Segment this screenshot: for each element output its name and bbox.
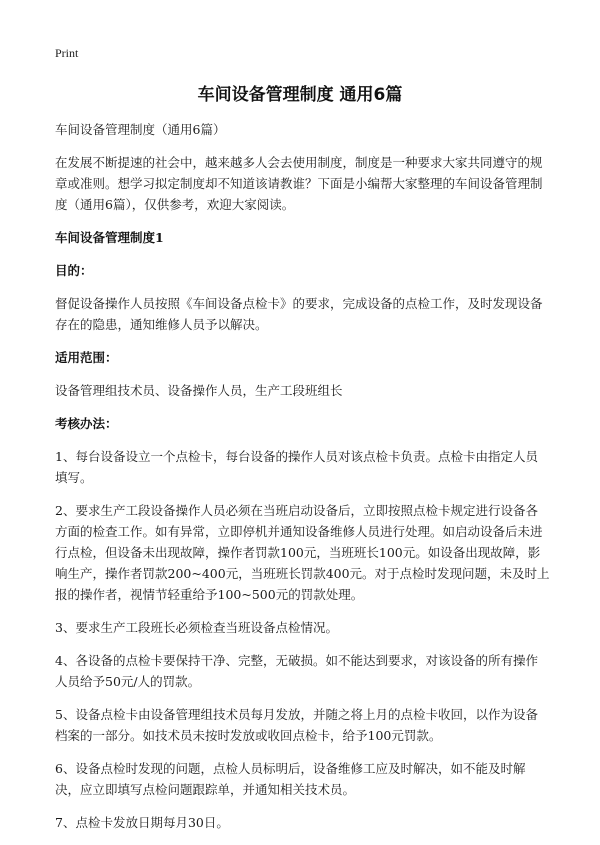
intro-paragraph: 在发展不断提速的社会中，越来越多人会去使用制度，制度是一种要求大家共同遵守的规章或准则。想学习拟定制度却不知道该请教谁？下面是小编帮大家整理的车间设备管理制度（通用6篇），仅供参考，欢迎大家阅读。 [55, 155, 543, 212]
document-title: 车间设备管理制度 通用6篇 [197, 85, 403, 105]
rule-item-6: 6、设备点检时发现的问题，点检人员标明后，设备维修工应及时解决，如不能及时解决，应立即填写点检问题跟踪单，并通知相关技术员。 [55, 761, 526, 797]
purpose-heading: 目的： [55, 263, 93, 278]
document-body [55, 119, 550, 845]
scope-paragraph: 设备管理组技术员、设备操作人员，生产工段班组长 [55, 383, 343, 398]
scope-heading: 适用范围： [55, 350, 118, 365]
method-heading: 考核办法： [55, 416, 118, 431]
section-heading: 车间设备管理制度1 [55, 230, 164, 245]
rule-item-5: 5、设备点检卡由设备管理组技术员每月发放，并随之将上月的点检卡收回，以作为设备档案的一部分。如技术员未按时发放或收回点检卡，给予100元罚款。 [55, 707, 538, 743]
rule-item-3: 3、要求生产工段班长必须检查当班设备点检情况。 [55, 620, 338, 635]
document-subtitle: 车间设备管理制度（通用6篇） [55, 122, 226, 137]
purpose-paragraph: 督促设备操作人员按照《车间设备点检卡》的要求，完成设备的点检工作，及时发现设备存在的隐患，通知维修人员予以解决。 [55, 296, 543, 332]
print-label: Print [55, 46, 79, 60]
rule-item-7: 7、点检卡发放日期每月30日。 [55, 815, 229, 830]
rule-item-2: 2、要求生产工段设备操作人员必须在当班启动设备后，立即按照点检卡规定进行设备各方面的检查工作。如有异常，立即停机并通知设备维修人员进行处理。如启动设备后未进行点检，但设备未出现故障，操作者罚款100元，当班班长100元。如设备出现故障，影响生产，操作者罚款200~400元，当班班长罚款400元。对于点检时发现问题，未及时上报的操作者，视情节轻重给予100~500元的罚款处理。 [55, 503, 550, 602]
rule-item-4: 4、各设备的点检卡要保持干净、完整，无破损。如不能达到要求，对该设备的所有操作人员给予50元/人的罚款。 [55, 653, 538, 689]
rule-item-1: 1、每台设备设立一个点检卡，每台设备的操作人员对该点检卡负责。点检卡由指定人员填写。 [55, 449, 538, 485]
